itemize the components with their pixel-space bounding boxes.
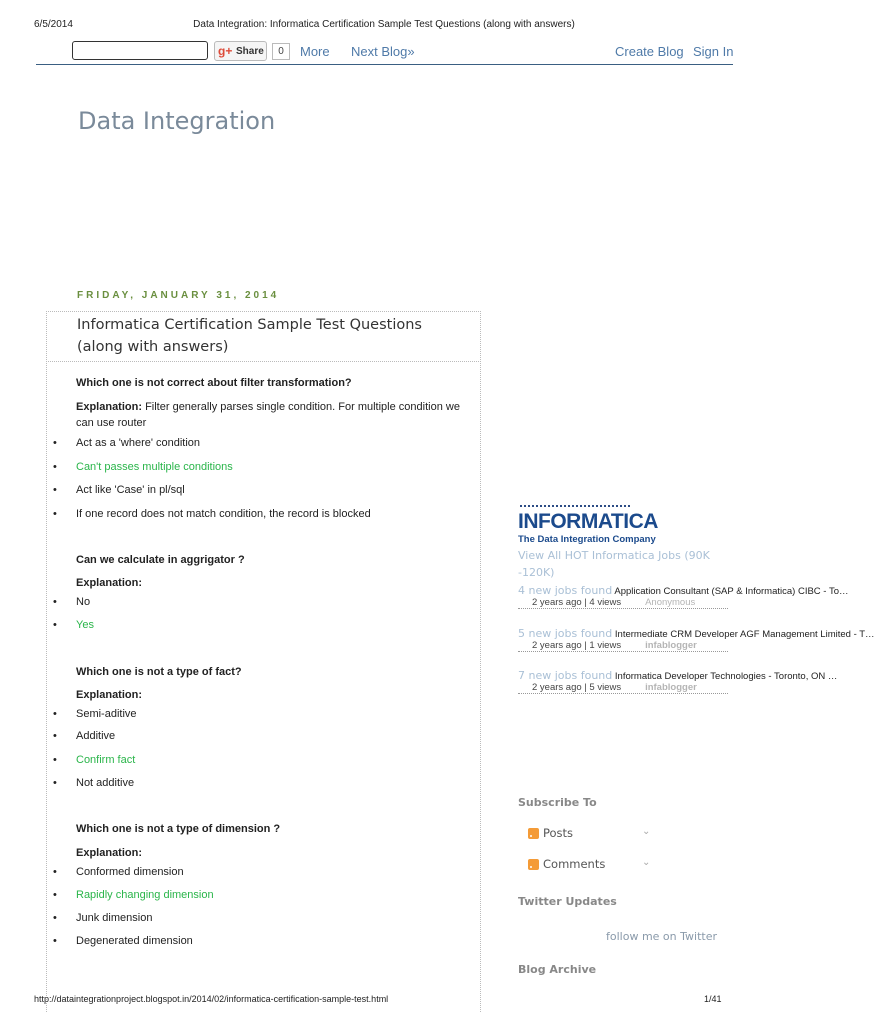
job-meta	[518, 597, 728, 609]
option-item	[53, 708, 473, 720]
logo-wordmark: INFORMATICA	[518, 510, 658, 533]
option-item	[53, 730, 473, 742]
google-plus-icon: g+	[218, 44, 233, 58]
subscribe-label: Comments	[543, 857, 606, 871]
option-label: Conformed dimension	[76, 866, 184, 878]
bullet: •	[53, 935, 57, 947]
subscribe-posts[interactable]	[528, 826, 573, 840]
bullet: •	[53, 619, 57, 631]
option-label: No	[76, 596, 91, 608]
print-date: 6/5/2014	[34, 19, 73, 30]
print-url: http://dataintegrationproject.blogspot.in/2014/02/informatica-certification-sample-test.html	[34, 994, 389, 1004]
job-head: 4 new jobs found	[518, 584, 613, 597]
option-label: Yes	[76, 619, 94, 631]
bullet: •	[53, 461, 57, 473]
navbar-divider	[36, 64, 733, 65]
bullet: •	[53, 437, 57, 449]
bullet: •	[53, 508, 57, 520]
explanation-label: Explanation:	[76, 577, 143, 589]
job-author: infablogger	[645, 640, 697, 651]
option-label: Semi-aditive	[76, 708, 137, 720]
explanation-label: Explanation:	[76, 847, 143, 859]
bullet: •	[53, 484, 57, 496]
informatica-logo[interactable]	[518, 505, 678, 545]
question-4: Which one is not a type of dimension ?	[76, 823, 281, 835]
archive-heading: Blog Archive	[518, 963, 597, 976]
sign-in-link[interactable]: Sign In	[693, 44, 734, 59]
question-2: Can we calculate in aggrigator ?	[76, 554, 245, 566]
option-item	[53, 935, 473, 947]
option-item-correct	[53, 754, 473, 766]
print-page: 1/41	[704, 994, 722, 1004]
option-item	[53, 508, 473, 520]
job-desc: Intermediate CRM Developer AGF Management Limited - T…	[614, 629, 875, 640]
option-label: Degenerated dimension	[76, 935, 193, 947]
explanation-4	[76, 845, 466, 861]
bullet: •	[53, 754, 57, 766]
job-meta	[518, 640, 728, 652]
option-item-correct	[53, 889, 473, 901]
option-label: Junk dimension	[76, 912, 153, 924]
bullet: •	[53, 730, 57, 742]
explanation-1	[76, 399, 466, 431]
job-meta-text: 2 years ago | 1 views	[532, 640, 622, 651]
create-blog-link[interactable]: Create Blog	[615, 44, 684, 59]
question-3: Which one is not a type of fact?	[76, 666, 242, 678]
job-desc: Informatica Developer Technologies - Toronto, ON …	[614, 671, 838, 682]
twitter-heading: Twitter Updates	[518, 895, 617, 908]
follow-twitter-link[interactable]: follow me on Twitter	[606, 930, 717, 943]
job-author: infablogger	[645, 682, 697, 693]
option-item	[53, 866, 473, 878]
next-blog-link[interactable]: Next Blog»	[351, 44, 415, 59]
option-item	[53, 484, 473, 496]
post-title[interactable]: Informatica Certification Sample Test Questions (along with answers)	[77, 317, 422, 355]
explanation-label: Explanation:	[76, 401, 143, 413]
option-label: Act as a 'where' condition	[76, 437, 201, 449]
job-meta-text: 2 years ago | 4 views	[532, 597, 622, 608]
share-label: Share	[236, 45, 264, 57]
chevron-down-icon[interactable]: ⌄	[642, 857, 651, 868]
feed-icon	[528, 828, 539, 839]
option-item	[53, 437, 473, 449]
job-item[interactable]	[518, 584, 849, 609]
job-item[interactable]	[518, 669, 838, 694]
explanation-3	[76, 687, 466, 703]
post-date: FRIDAY, JANUARY 31, 2014	[77, 290, 280, 301]
job-author: Anonymous	[645, 597, 696, 608]
job-desc: Application Consultant (SAP & Informatica) CIBC - To…	[614, 586, 849, 597]
bullet: •	[53, 708, 57, 720]
subscribe-heading: Subscribe To	[518, 796, 597, 809]
option-item	[53, 777, 473, 789]
job-meta-text: 2 years ago | 5 views	[532, 682, 622, 693]
bullet: •	[53, 912, 57, 924]
option-label: Can't passes multiple conditions	[76, 461, 233, 473]
logo-tagline: The Data Integration Company	[518, 534, 656, 545]
option-item-correct	[53, 461, 473, 473]
option-item	[53, 912, 473, 924]
post-title-divider	[46, 361, 479, 362]
option-label: Not additive	[76, 777, 135, 789]
chevron-down-icon[interactable]: ⌄	[642, 826, 651, 837]
option-label: Act like 'Case' in pl/sql	[76, 484, 185, 496]
bullet: •	[53, 777, 57, 789]
explanation-text: Filter generally parses single condition. For multiple condition we can use router	[76, 401, 460, 429]
google-plus-share-button[interactable]	[214, 41, 267, 61]
more-link[interactable]: More	[300, 44, 330, 59]
option-label: If one record does not match condition, the record is blocked	[76, 508, 371, 520]
bullet: •	[53, 889, 57, 901]
feed-icon	[528, 859, 539, 870]
share-count: 0	[272, 43, 290, 60]
option-item	[53, 596, 473, 608]
option-label: Rapidly changing dimension	[76, 889, 214, 901]
option-item-correct	[53, 619, 473, 631]
view-all-jobs-link[interactable]: View All HOT Informatica Jobs (90K -120K)	[518, 549, 710, 579]
option-label: Confirm fact	[76, 754, 136, 766]
explanation-label: Explanation:	[76, 689, 143, 701]
explanation-2	[76, 575, 466, 591]
question-1: Which one is not correct about filter transformation?	[76, 377, 352, 389]
blog-title[interactable]: Data Integration	[78, 107, 276, 135]
subscribe-label: Posts	[543, 826, 574, 840]
job-head: 7 new jobs found	[518, 669, 613, 682]
option-label: Additive	[76, 730, 116, 742]
bullet: •	[53, 596, 57, 608]
job-item[interactable]	[518, 627, 875, 652]
job-meta	[518, 682, 728, 694]
subscribe-comments[interactable]	[528, 857, 605, 871]
job-head: 5 new jobs found	[518, 627, 613, 640]
search-input[interactable]	[72, 41, 208, 60]
print-title: Data Integration: Informatica Certification Sample Test Questions (along with answers)	[193, 19, 575, 30]
bullet: •	[53, 866, 57, 878]
